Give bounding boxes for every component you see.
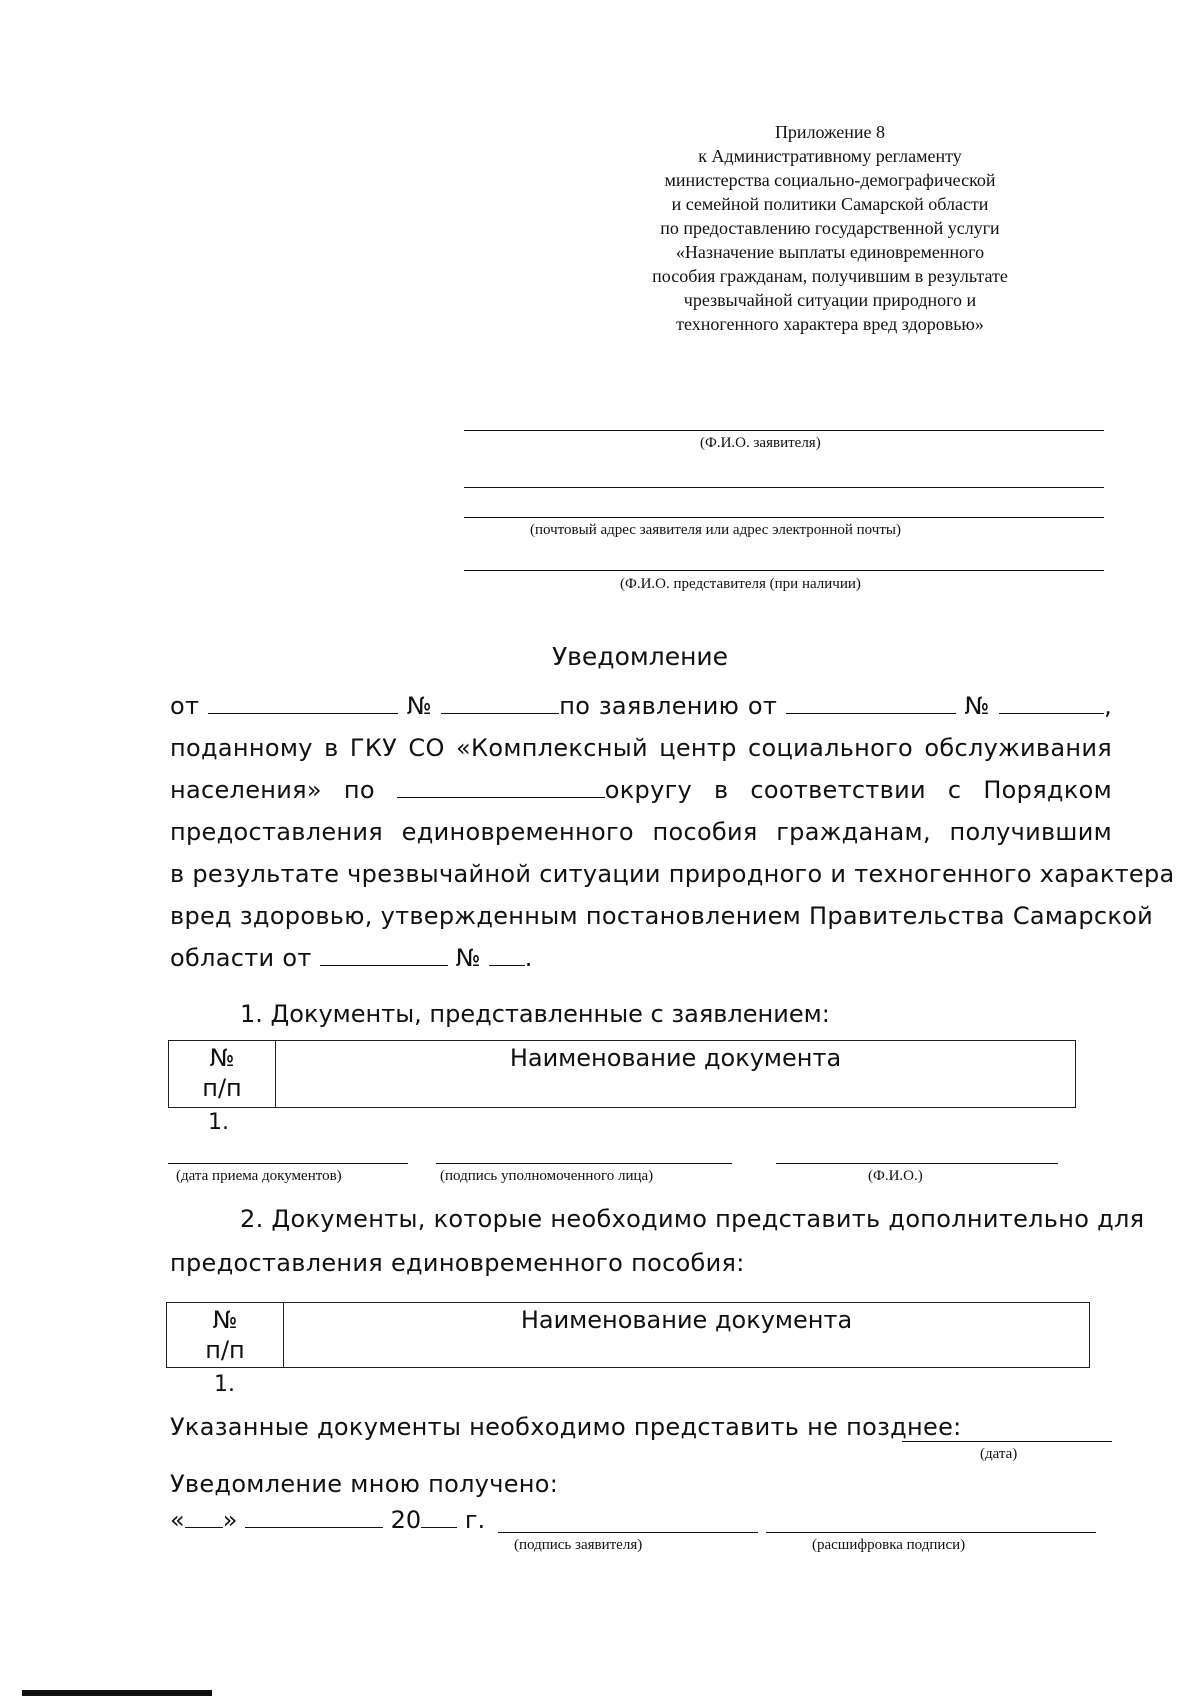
section1-heading: 1. Документы, представленные с заявлением: <box>240 1000 830 1028</box>
appendix-line: чрезвычайной ситуации природного и <box>683 290 977 310</box>
notice-word: в <box>713 776 729 804</box>
appendix-line: «Назначение выплаты единовременного <box>675 242 985 262</box>
col-name-header: Наименование документа <box>284 1303 1090 1368</box>
footer-rule <box>22 1690 212 1696</box>
appendix-line: по предоставлению государственной услуги <box>660 218 1000 238</box>
year-suffix: г. <box>464 1506 486 1534</box>
authorized-signature-caption: (подпись уполномоченного лица) <box>440 1168 654 1184</box>
applicant-signature-caption: (подпись заявителя) <box>514 1537 643 1553</box>
application-date-field[interactable] <box>786 693 956 714</box>
number-sign: № <box>964 692 991 720</box>
notice-word: с <box>947 776 962 804</box>
notice-line-3 <box>170 776 1112 804</box>
col-number-header <box>167 1303 284 1368</box>
section2-heading-line1: 2. Документы, которые необходимо представить дополнительно для <box>240 1205 1145 1233</box>
notice-number-field[interactable] <box>441 693 559 714</box>
appendix-header <box>640 120 1020 336</box>
additional-documents-table <box>166 1302 1090 1368</box>
col-number-label: № п/п <box>205 1306 245 1364</box>
deadline-date-line[interactable] <box>902 1441 1112 1442</box>
applicant-address-caption: (почтовый адрес заявителя или адрес электронной почты) <box>530 522 901 538</box>
applicant-address-line-2[interactable] <box>464 517 1104 518</box>
received-year-field[interactable] <box>421 1507 457 1528</box>
appendix-line: к Административному регламенту <box>698 146 962 166</box>
notice-line-4: предоставления единовременного пособия гражданам, получившим <box>170 818 1112 846</box>
received-day-field[interactable] <box>185 1507 223 1528</box>
received-date-row <box>170 1506 485 1534</box>
notice-date-field[interactable] <box>208 693 398 714</box>
resolution-number-field[interactable] <box>489 945 525 966</box>
notice-word: соответствии <box>750 776 926 804</box>
appendix-line: Приложение 8 <box>774 122 886 142</box>
received-text: Уведомление мною получено: <box>170 1470 559 1498</box>
applicant-fio-caption: (Ф.И.О. заявителя) <box>700 435 821 451</box>
notice-word: по <box>343 776 375 804</box>
section1-row-number: 1. <box>208 1110 229 1135</box>
deadline-date-caption: (дата) <box>980 1446 1018 1462</box>
section2-heading-line2: предоставления единовременного пособия: <box>170 1249 745 1277</box>
appendix-line: пособия гражданам, получившим в результате <box>652 266 1008 286</box>
appendix-line: министерства социально-демографической <box>664 170 996 190</box>
appendix-line: и семейной политики Самарской области <box>671 194 989 214</box>
col-number-label: № п/п <box>202 1044 242 1102</box>
signature-decode-caption: (расшифровка подписи) <box>812 1537 966 1553</box>
comma: , <box>1104 692 1112 720</box>
open-quote: « <box>170 1506 185 1534</box>
notice-line-7 <box>170 944 533 972</box>
notice-line-5: в результате чрезвычайной ситуации природного и техногенного характера <box>170 860 1175 888</box>
section2-row-number: 1. <box>214 1372 235 1397</box>
number-sign: № <box>406 692 433 720</box>
representative-fio-caption: (Ф.И.О. представителя (при наличии) <box>620 576 861 592</box>
signature-decode-line[interactable] <box>766 1532 1096 1533</box>
authorized-fio-caption: (Ф.И.О.) <box>868 1168 923 1184</box>
period: . <box>524 944 533 972</box>
applicant-address-line-1[interactable] <box>464 487 1104 488</box>
notice-word: области от <box>170 944 312 972</box>
acceptance-date-caption: (дата приема документов) <box>176 1168 342 1184</box>
notice-word: Порядком <box>983 776 1113 804</box>
authorized-fio-line[interactable] <box>776 1163 1058 1164</box>
number-sign: № <box>455 944 481 972</box>
district-field[interactable] <box>397 777 605 798</box>
resolution-date-field[interactable] <box>320 945 448 966</box>
applicant-signature-line[interactable] <box>498 1532 758 1533</box>
deadline-text: Указанные документы необходимо представить не позднее: <box>170 1413 962 1441</box>
notice-line-6: вред здоровью, утвержденным постановлением Правительства Самарской <box>170 902 1154 930</box>
notice-line-2: поданному в ГКУ СО «Комплексный центр социального обслуживания <box>170 734 1112 762</box>
by-application-label: по заявлению от <box>559 692 778 720</box>
col-name-header: Наименование документа <box>276 1041 1076 1108</box>
appendix-line: техногенного характера вред здоровью» <box>676 314 984 334</box>
received-month-field[interactable] <box>245 1507 383 1528</box>
authorized-signature-line[interactable] <box>436 1163 732 1164</box>
notice-word: населения» <box>170 776 322 804</box>
representative-fio-line[interactable] <box>464 570 1104 571</box>
close-quote: » <box>222 1506 238 1534</box>
notice-word: округу <box>604 776 692 804</box>
from-label: от <box>170 692 200 720</box>
application-number-field[interactable] <box>999 693 1104 714</box>
page-title: Уведомление <box>551 642 729 671</box>
applicant-fio-line[interactable] <box>464 430 1104 431</box>
submitted-documents-table <box>168 1040 1076 1108</box>
year-prefix: 20 <box>390 1506 422 1534</box>
acceptance-date-line[interactable] <box>168 1163 408 1164</box>
col-number-header <box>169 1041 276 1108</box>
notice-line-1 <box>170 692 1112 720</box>
